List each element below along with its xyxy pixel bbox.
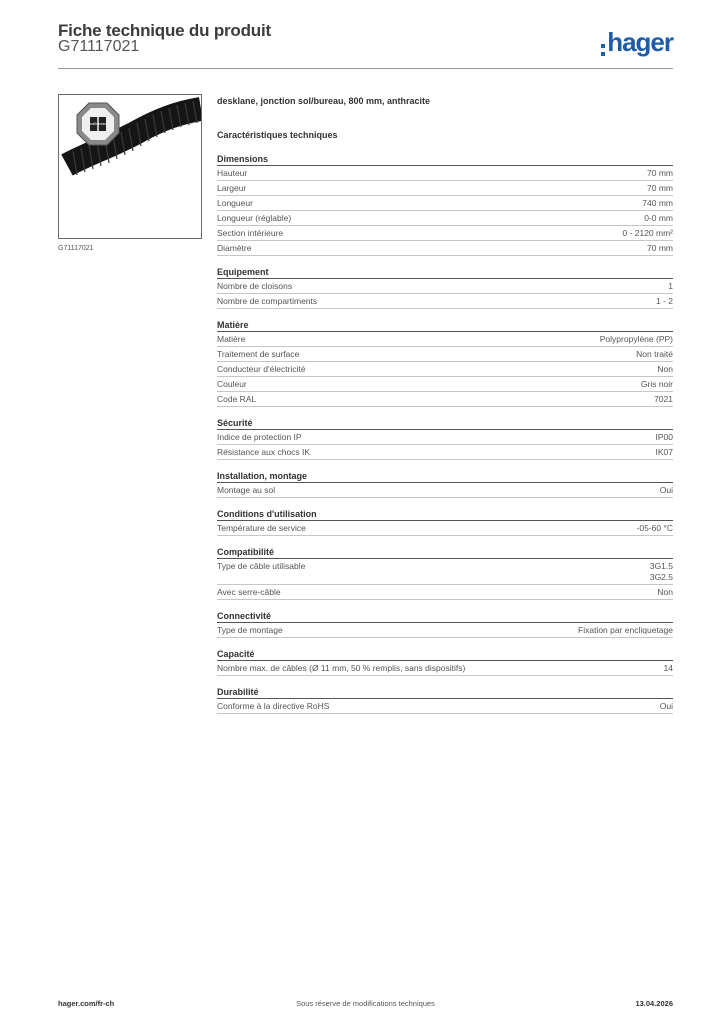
- spec-value: 0 - 2120 mm²: [622, 228, 673, 238]
- spec-section: [217, 648, 673, 676]
- spec-label: Couleur: [217, 379, 247, 389]
- spec-label: Type de câble utilisable: [217, 561, 306, 571]
- spec-value: 740 mm: [642, 198, 673, 208]
- spec-label: Section intérieure: [217, 228, 284, 238]
- spec-row: [217, 226, 673, 241]
- page-footer: [58, 997, 673, 1011]
- section-title: Capacité: [217, 648, 673, 661]
- spec-value: Gris noir: [640, 379, 673, 389]
- section-title: Installation, montage: [217, 470, 673, 483]
- spec-label: Indice de protection IP: [217, 432, 302, 442]
- spec-section: [217, 610, 673, 638]
- spec-row: [217, 377, 673, 392]
- spec-row: [217, 166, 673, 181]
- spec-label: Montage au sol: [217, 485, 276, 495]
- section-title: Compatibilité: [217, 546, 673, 559]
- spec-value: Non: [657, 587, 673, 597]
- spec-section: [217, 319, 673, 407]
- spec-section: [217, 686, 673, 714]
- logo-text: hager: [607, 27, 673, 57]
- spec-value: Oui: [659, 701, 673, 711]
- spec-row: [217, 661, 673, 676]
- spec-value: Fixation par encliquetage: [578, 625, 673, 635]
- spec-value: Non traité: [636, 349, 673, 359]
- spec-row: [217, 279, 673, 294]
- spec-label: Longueur (réglable): [217, 213, 292, 223]
- spec-value-line: 3G2.5: [649, 572, 673, 582]
- spec-label: Traitement de surface: [217, 349, 300, 359]
- spec-row: [217, 445, 673, 460]
- spec-value: 0-0 mm: [644, 213, 673, 223]
- spec-label: Longueur: [217, 198, 253, 208]
- spec-label: Type de montage: [217, 625, 283, 635]
- spec-sections: [217, 153, 673, 714]
- spec-row: [217, 294, 673, 309]
- tech-heading: Caractéristiques techniques: [217, 130, 338, 140]
- section-title: Durabilité: [217, 686, 673, 699]
- spec-row: [217, 392, 673, 407]
- spec-label: Avec serre-câble: [217, 587, 281, 597]
- hager-logo: [601, 27, 673, 59]
- spec-value: 7021: [654, 394, 673, 404]
- spec-label: Résistance aux chocs IK: [217, 447, 311, 457]
- section-title: Connectivité: [217, 610, 673, 623]
- spec-section: [217, 470, 673, 498]
- product-reference: G71117021: [58, 38, 140, 55]
- spec-label: Nombre de cloisons: [217, 281, 293, 291]
- spec-row: [217, 347, 673, 362]
- spec-label: Code RAL: [217, 394, 257, 404]
- spec-value: IK07: [655, 447, 673, 457]
- spec-row: [217, 521, 673, 536]
- spec-row: [217, 332, 673, 347]
- spec-row: [217, 430, 673, 445]
- spec-label: Nombre max. de câbles (Ø 11 mm, 50 % remplis, sans dispositifs): [217, 663, 466, 673]
- spec-section: [217, 417, 673, 460]
- footer-website[interactable]: hager.com/fr-ch: [58, 999, 115, 1008]
- footer-date: 13.04.2026: [635, 999, 673, 1008]
- spec-section: [217, 546, 673, 600]
- spec-row: [217, 196, 673, 211]
- spec-label: Conducteur d'électricité: [217, 364, 306, 374]
- section-title: Conditions d'utilisation: [217, 508, 673, 521]
- spec-value: -05-60 °C: [636, 523, 673, 533]
- spec-label: Matière: [217, 334, 246, 344]
- spec-row: [217, 241, 673, 256]
- logo-dots-icon: [601, 44, 605, 56]
- spec-value: Oui: [659, 485, 673, 495]
- spec-value: 1 - 2: [655, 296, 673, 306]
- spec-value-line: 3G1.5: [649, 561, 673, 571]
- spec-row: [217, 623, 673, 638]
- page-title: Fiche technique du produit: [58, 21, 271, 40]
- page-header: [58, 20, 673, 69]
- spec-label: Diamètre: [217, 243, 252, 253]
- spec-value: 1: [668, 281, 673, 291]
- spec-value: 70 mm: [647, 183, 673, 193]
- spec-row: [217, 559, 673, 585]
- spec-row: [217, 483, 673, 498]
- image-label: sol/bureau: [89, 122, 107, 126]
- spec-row: [217, 211, 673, 226]
- spec-value: Polypropylène (PP): [599, 334, 673, 344]
- spec-row: [217, 585, 673, 600]
- section-title: Matière: [217, 319, 673, 332]
- product-name: desklane, jonction sol/bureau, 800 mm, anthracite: [217, 96, 431, 106]
- spec-value: 14: [663, 663, 673, 673]
- spec-row: [217, 362, 673, 377]
- spec-value: IP00: [655, 432, 673, 442]
- spec-section: [217, 266, 673, 309]
- spec-label: Nombre de compartiments: [217, 296, 318, 306]
- product-image: [58, 94, 202, 239]
- spec-label: Largeur: [217, 183, 247, 193]
- spec-section: [217, 508, 673, 536]
- cable-duct-icon: [59, 95, 201, 238]
- spec-value: Non: [657, 364, 673, 374]
- section-title: Dimensions: [217, 153, 673, 166]
- spec-section: [217, 153, 673, 256]
- image-caption: G71117021: [58, 245, 94, 252]
- spec-label: Conforme à la directive RoHS: [217, 701, 330, 711]
- spec-row: [217, 181, 673, 196]
- section-title: Equipement: [217, 266, 673, 279]
- section-title: Sécurité: [217, 417, 673, 430]
- spec-content: [217, 95, 673, 714]
- spec-value: [650, 561, 673, 583]
- spec-value: 70 mm: [647, 168, 673, 178]
- spec-value: 70 mm: [647, 243, 673, 253]
- footer-disclaimer: Sous réserve de modifications techniques: [296, 999, 435, 1008]
- spec-row: [217, 699, 673, 714]
- spec-label: Température de service: [217, 523, 306, 533]
- spec-label: Hauteur: [217, 168, 248, 178]
